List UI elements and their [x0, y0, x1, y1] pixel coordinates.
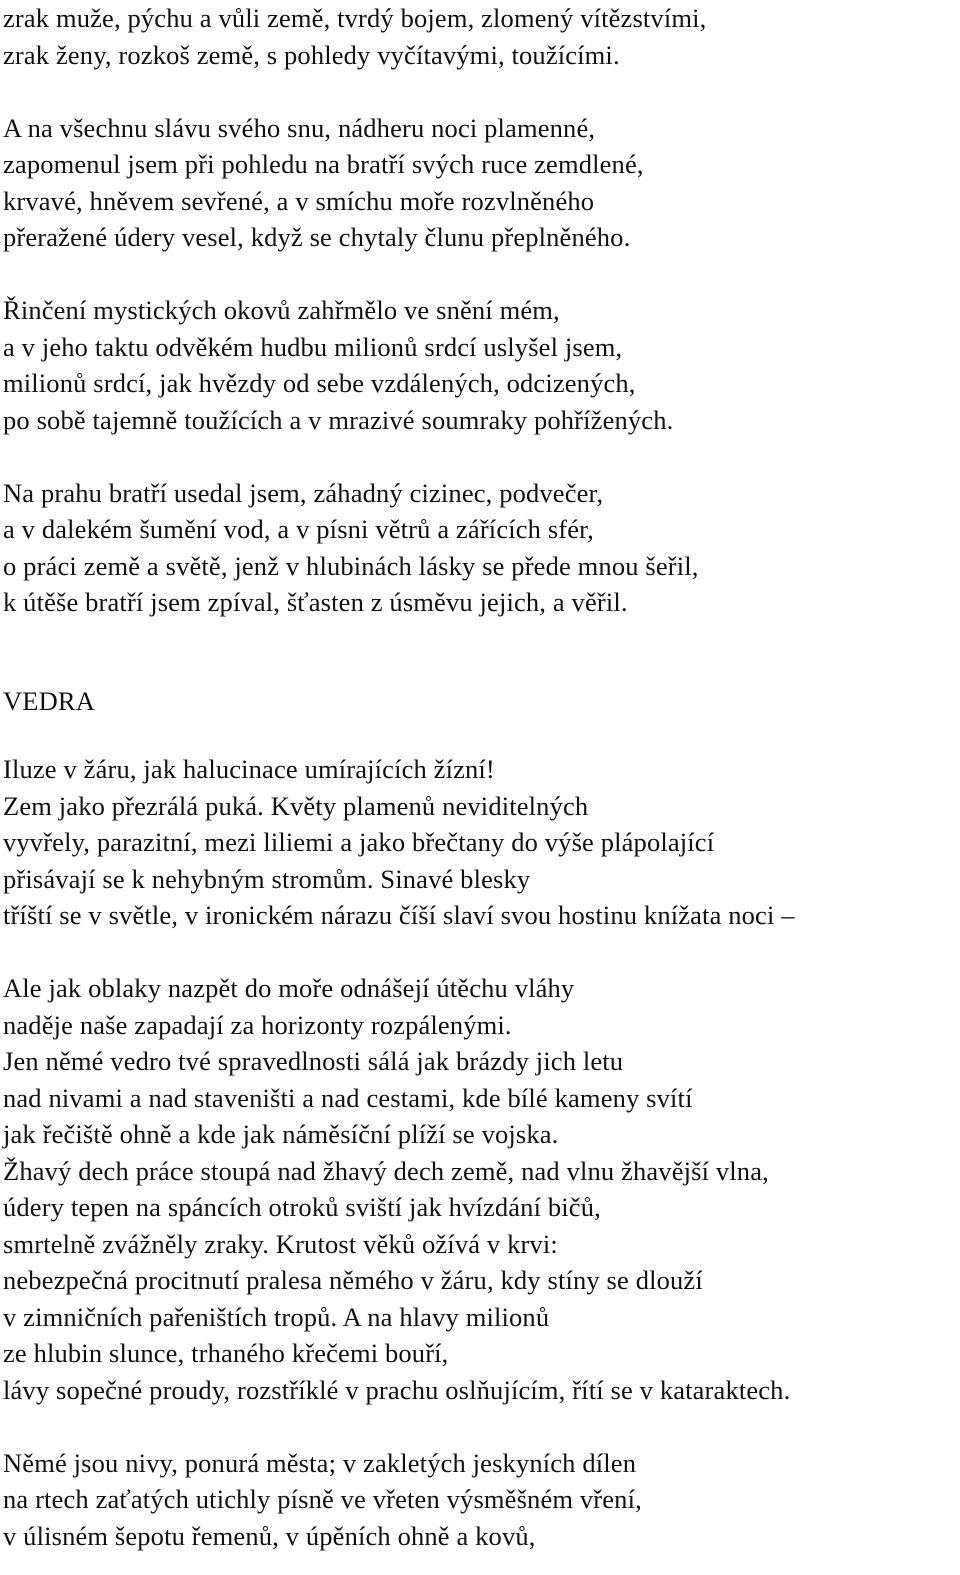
poem-line: po sobě tajemně toužících a v mrazivé soumraky pohřížených. [3, 404, 674, 435]
poem-line: v úlisném šepotu řemenů, v úpěních ohně a kovů, [3, 1520, 536, 1551]
poem-line: Na prahu bratří usedal jsem, záhadný cizinec, podvečer, [3, 477, 604, 508]
poem-line: Němé jsou nivy, ponurá města; v zakletých jeskyních dílen [3, 1447, 637, 1478]
poem-line: smrtelně zvážněly zraky. Krutost věků ožívá v krvi: [3, 1228, 558, 1259]
stanza-gap [3, 438, 958, 475]
stanza-5 [3, 751, 958, 934]
poem-line: zapomenul jsem při pohledu na bratří svých ruce zemdlené, [3, 149, 644, 179]
poem-line: Iluze v žáru, jak halucinace umírajících žízní! [3, 754, 495, 784]
poem-line: a v dalekém šumění vod, a v písni větrů a zářících sfér, [3, 514, 594, 544]
poem-line: jak řečiště ohně a kde jak náměsíční plíží se vojska. [3, 1119, 559, 1149]
poem-line: Ale jak oblaky nazpět do moře odnášejí útěchu vláhy [3, 973, 575, 1003]
poem-line: Zem jako přezrálá puká. Květy plamenů neviditelných [3, 790, 589, 821]
poem-line: tříští se v světle, v ironickém nárazu číší slaví svou hostinu knížata noci – [3, 900, 795, 930]
poem-line: nebezpečná procitnutí pralesa němého v žáru, kdy stíny se dlouží [3, 1265, 703, 1295]
poem-line: zrak muže, pýchu a vůli země, tvrdý bojem, zlomený vítězstvími, [3, 3, 707, 33]
stanza-1 [3, 0, 958, 73]
poem-line: A na všechnu slávu svého snu, nádheru noci plamenné, [3, 112, 596, 143]
poem-line: Žhavý dech práce stoupá nad žhavý dech země, nad vlnu žhavější vlna, [3, 1155, 769, 1186]
section-gap [3, 621, 958, 683]
stanza-gap [3, 73, 958, 110]
poem-line: v zimničních pařeništích tropů. A na hlavy milionů [3, 1301, 550, 1332]
section-gap [3, 719, 958, 751]
poem-line: přisávají se k nehybným stromům. Sinavé blesky [3, 863, 531, 894]
stanza-6 [3, 970, 958, 1408]
poem-line: ze hlubin slunce, trhaného křečemi bouří, [3, 1338, 449, 1368]
poem-line: krvavé, hněvem sevřené, a v smíchu moře rozvlněného [3, 185, 595, 216]
stanza-2 [3, 110, 958, 256]
poem-page [3, 0, 958, 1554]
stanza-gap [3, 256, 958, 293]
poem-line: lávy sopečné proudy, rozstříklé v prachu oslňujícím, řítí se v kataraktech. [3, 1374, 791, 1405]
poem-line: na rtech zaťatých utichly písně ve vřeten výsměšném vření, [3, 1484, 642, 1514]
stanza-7 [3, 1445, 958, 1555]
poem-line: a v jeho taktu odvěkém hudbu milionů srdcí uslyšel jsem, [3, 331, 623, 362]
poem-line: zrak ženy, rozkoš země, s pohledy vyčítavými, toužícími. [3, 39, 620, 70]
poem-line: k útěše bratří jsem zpíval, šťasten z úsměvu jejich, a věřil. [3, 587, 628, 617]
poem-line: milionů srdcí, jak hvězdy od sebe vzdálených, odcizených, [3, 368, 636, 398]
poem-line: Jen němé vedro tvé spravedlnosti sálá jak brázdy jich letu [3, 1046, 624, 1076]
stanza-gap [3, 1408, 958, 1445]
poem-line: naděje naše zapadají za horizonty rozpálenými. [3, 1009, 512, 1040]
poem-line: údery tepen na spáncích otroků sviští jak hvízdání bičů, [3, 1192, 601, 1222]
stanza-gap [3, 934, 958, 971]
poem-line: přeražené údery vesel, když se chytaly člunu přeplněného. [3, 222, 631, 252]
poem-line: vyvřely, parazitní, mezi liliemi a jako břečtany do výše plápolající [3, 827, 715, 857]
poem-line: o práci země a světě, jenž v hlubinách lásky se přede mnou šeřil, [3, 550, 699, 581]
stanza-4 [3, 475, 958, 621]
poem-line: nad nivami a nad staveništi a nad cestami, kde bílé kameny svítí [3, 1082, 693, 1113]
section-title: VEDRA [3, 685, 96, 716]
poem-line: Řinčení mystických okovů zahřmělo ve snění mém, [3, 295, 560, 325]
stanza-3 [3, 292, 958, 438]
